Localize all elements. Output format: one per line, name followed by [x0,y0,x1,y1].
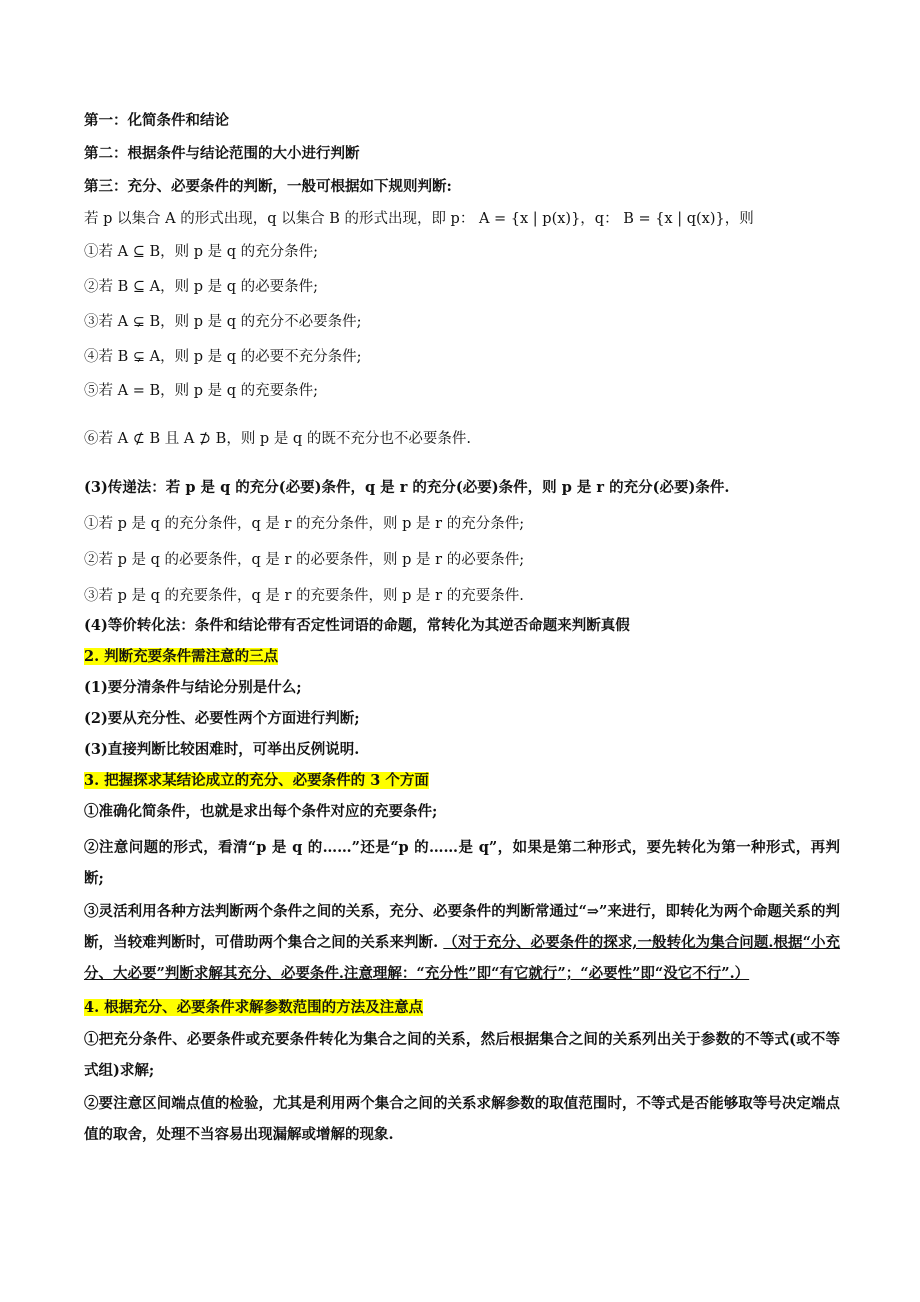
transitive-rule-1-line: ①若 p 是 q 的充分条件，q 是 r 的充分条件，则 p 是 r 的充分条件; [84,516,525,532]
section-3-heading: 3. 把握探求某结论成立的充分、必要条件的 3 个方面 [84,772,429,789]
section-3-item-3-main: ③灵活利用各种方法判断两个条件之间的关系，充分、必要条件的判断常通过“⇒”来进行，即转化为两个命题关系的判断，当较难判断时，可借助两个集合之间的关系来判断. [84,903,840,951]
section-3-item-1: ①准确化简条件，也就是求出每个条件对应的充要条件; [84,803,438,820]
section-2-item-3: (3)直接判断比较困难时，可举出反例说明. [84,741,360,758]
section-3-item-3-note: （对于充分、必要条件的探求,一般转化为集合问题.根据“小充分、大必要”判断求解其充分、必要条件.注意理解：“充分性”即“有它就行”；“必要性”即“没它不行”.） [84,934,841,982]
section-4-heading-row [84,997,840,1018]
section-2-heading-row [84,646,840,667]
section-4-heading: 4. 根据充分、必要条件求解参数范围的方法及注意点 [84,999,424,1016]
transitive-rule-3-line: ③若 p 是 q 的充要条件，q 是 r 的充要条件，则 p 是 r 的充要条件. [84,588,524,604]
set-definition-line: 若 p 以集合 A 的形式出现，q 以集合 B 的形式出现，即 p： A = {x | p(x)}，q： B = {x | q(x)}，则 [84,211,754,227]
equivalent-method-line: (4)等价转化法：条件和结论带有否定性词语的命题，常转化为其逆否命题来判断真假 [84,617,630,634]
section-4-item-1: ①把充分条件、必要条件或充要条件转化为集合之间的关系，然后根据集合之间的关系列出关于参数的不等式(或不等式组)求解; [84,1031,840,1079]
document-body [84,110,840,1150]
section-2-item-2: (2)要从充分性、必要性两个方面进行判断; [84,710,360,727]
rule-3-line: ③若 A ⊊ B，则 p 是 q 的充分不必要条件; [84,314,362,330]
section-4-item-2: ②要注意区间端点值的检验，尤其是利用两个集合之间的关系求解参数的取值范围时，不等式是否能够取等号决定端点值的取舍，处理不当容易出现漏解或增解的现象. [84,1095,840,1143]
section-2-heading: 2. 判断充要条件需注意的三点 [84,648,279,665]
rule-5-line: ⑤若 A = B，则 p 是 q 的充要条件; [84,383,318,399]
rule-6-line: ⑥若 A ⊄ B 且 A ⊅ B，则 p 是 q 的既不充分也不必要条件. [84,431,471,447]
transitive-method-line: (3)传递法：若 p 是 q 的充分(必要)条件，q 是 r 的充分(必要)条件，则 p 是 r 的充分(必要)条件. [84,479,730,496]
rule-4-line: ④若 B ⊊ A，则 p 是 q 的必要不充分条件; [84,349,362,365]
step-two-line: 第二：根据条件与结论范围的大小进行判断 [84,145,360,162]
step-three-line: 第三：充分、必要条件的判断，一般可根据如下规则判断: [84,178,452,195]
step-one-line: 第一：化简条件和结论 [84,112,229,129]
rule-1-line: ①若 A ⊆ B，则 p 是 q 的充分条件; [84,244,318,260]
section-3-item-2: ②注意问题的形式，看清“p 是 q 的……”还是“p 的……是 q”，如果是第二种形式，要先转化为第一种形式，再判断; [84,839,840,887]
section-2-item-1: (1)要分清条件与结论分别是什么; [84,679,302,696]
section-3-heading-row [84,770,840,791]
transitive-rule-2-line: ②若 p 是 q 的必要条件，q 是 r 的必要条件，则 p 是 r 的必要条件; [84,552,525,568]
section-3-item-3 [84,896,840,989]
rule-2-line: ②若 B ⊆ A，则 p 是 q 的必要条件; [84,279,318,295]
